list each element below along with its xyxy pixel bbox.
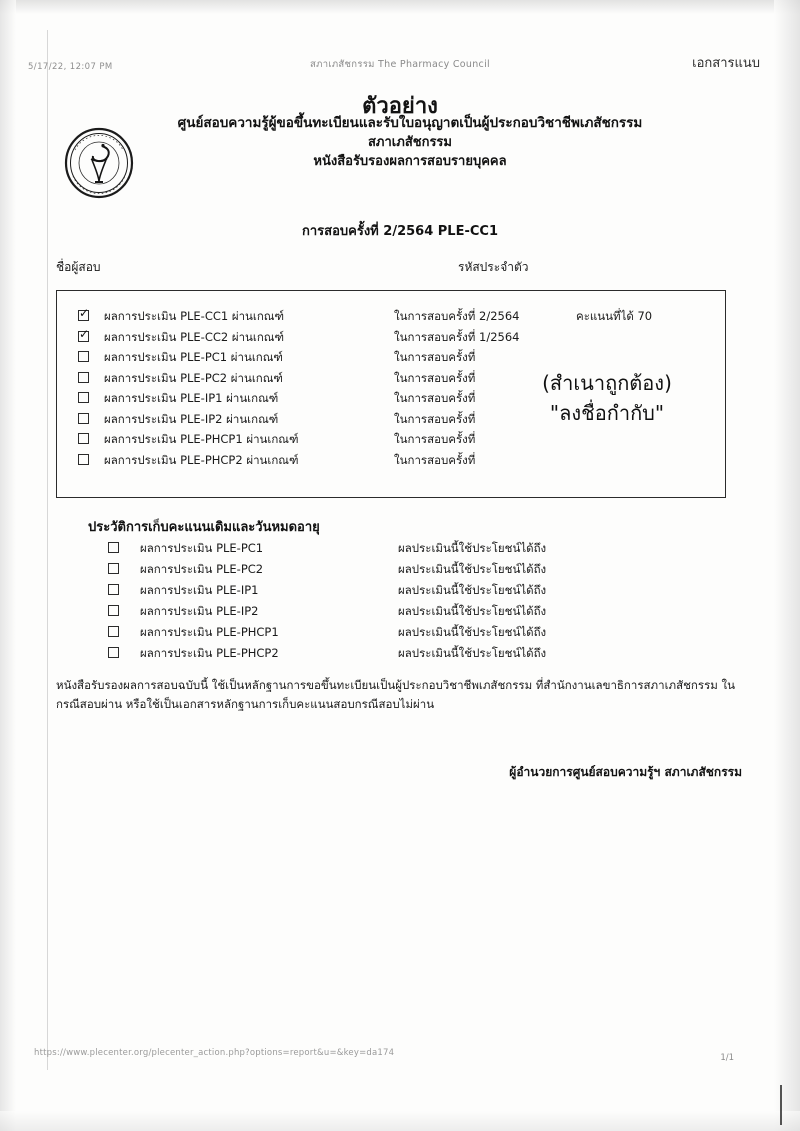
council-header-line: สภาเภสัชกรรม The Pharmacy Council (310, 59, 490, 70)
history-validity-note: ผลประเมินนี้ใช้ประโยชน์ได้ถึง (398, 583, 547, 597)
result-label: ผลการประเมิน PLE-PHCP2 ผ่านเกณฑ์ (104, 452, 299, 467)
result-row (56, 349, 726, 369)
history-row (0, 645, 800, 666)
result-label: ผลการประเมิน PLE-IP2 ผ่านเกณฑ์ (104, 411, 279, 426)
history-section-title: ประวัติการเก็บคะแนนเดิมและวันหมดอายุ (88, 520, 320, 535)
signature-title: ผู้อำนวยการศูนย์สอบความรู้ฯ สภาเภสัชกรรม (509, 765, 742, 779)
result-row (56, 329, 726, 349)
history-validity-note: ผลประเมินนี้ใช้ประโยชน์ได้ถึง (398, 604, 547, 618)
result-round: ในการสอบครั้งที่ 2/2564 (394, 309, 520, 323)
result-row (56, 431, 726, 451)
result-round: ในการสอบครั้งที่ (394, 452, 476, 467)
certified-copy-line-2: "ลงชื่อกำกับ" (549, 401, 665, 425)
history-validity-note: ผลประเมินนี้ใช้ประโยชน์ได้ถึง (398, 562, 547, 576)
history-checkbox[interactable] (108, 563, 119, 574)
result-label: ผลการประเมิน PLE-PC1 ผ่านเกณฑ์ (104, 350, 283, 364)
result-label: ผลการประเมิน PLE-IP1 ผ่านเกณฑ์ (104, 391, 279, 405)
history-validity-note: ผลประเมินนี้ใช้ประโยชน์ได้ถึง (398, 541, 547, 555)
history-row (0, 582, 800, 603)
footer-page-number: 1/1 (720, 1053, 734, 1063)
result-label: ผลการประเมิน PLE-CC2 ผ่านเกณฑ์ (104, 329, 285, 344)
history-label: ผลการประเมิน PLE-IP1 (140, 583, 259, 597)
history-row (0, 561, 800, 582)
certified-copy-stamp (492, 368, 722, 428)
result-round: ในการสอบครั้งที่ (394, 370, 476, 385)
history-checkbox[interactable] (108, 605, 119, 616)
scan-timestamp: 5/17/22, 12:07 PM (28, 62, 113, 72)
examinee-name-label: ชื่อผู้สอบ (56, 260, 101, 274)
result-checkbox[interactable] (78, 454, 89, 465)
examinee-id-label: รหัสประจำตัว (458, 260, 529, 274)
history-validity-note: ผลประเมินนี้ใช้ประโยชน์ได้ถึง (398, 646, 547, 660)
result-label: ผลการประเมิน PLE-PHCP1 ผ่านเกณฑ์ (104, 432, 299, 446)
history-label: ผลการประเมิน PLE-PHCP1 (140, 625, 279, 639)
footer-source-url: https://www.plecenter.org/plecenter_action.php?options=report&u=&key=da174 (34, 1048, 395, 1058)
history-row (0, 603, 800, 624)
org-title-line-2: สภาเภสัชกรรม (368, 135, 452, 150)
disclaimer-paragraph: หนังสือรับรองผลการสอบฉบับนี้ ใช้เป็นหลักฐานการขอขึ้นทะเบียนเป็นผู้ประกอบวิชาชีพเภสัชกรรม ที่สำนักงานเลขาธิการสภาเภสัชกรรม ในกรณีสอบผ่าน หรือใช้เป็นเอกสารหลักฐานการเก็บคะแนนสอบกรณีสอบไม่ผ่าน (56, 678, 735, 711)
result-label: ผลการประเมิน PLE-PC2 ผ่านเกณฑ์ (104, 370, 283, 385)
history-row (0, 624, 800, 645)
history-checkbox[interactable] (108, 647, 119, 658)
history-checkbox[interactable] (108, 584, 119, 595)
certified-copy-line-1: (สำเนาถูกต้อง) (542, 371, 672, 395)
result-checkbox-checked[interactable] (78, 331, 89, 342)
history-validity-note: ผลประเมินนี้ใช้ประโยชน์ได้ถึง (398, 625, 547, 639)
result-row (56, 308, 726, 328)
org-title-line-3: หนังสือรับรองผลการสอบรายบุคคล (313, 154, 507, 169)
organization-title (120, 114, 700, 171)
history-row (0, 540, 800, 561)
history-label: ผลการประเมิน PLE-PC2 (140, 562, 264, 576)
result-checkbox[interactable] (78, 372, 89, 383)
result-score: คะแนนที่ได้ 70 (576, 309, 653, 323)
result-checkbox-checked[interactable] (78, 310, 89, 321)
result-round: ในการสอบครั้งที่ (394, 432, 476, 446)
history-label: ผลการประเมิน PLE-PC1 (140, 541, 264, 555)
result-round: ในการสอบครั้งที่ (394, 411, 476, 426)
result-checkbox[interactable] (78, 351, 89, 362)
result-row (56, 452, 726, 472)
sample-stamp: ตัวอย่าง (362, 94, 438, 119)
result-checkbox[interactable] (78, 392, 89, 403)
exam-round-heading: การสอบครั้งที่ 2/2564 PLE-CC1 (302, 224, 498, 239)
history-checkbox[interactable] (108, 542, 119, 553)
result-checkbox[interactable] (78, 413, 89, 424)
history-label: ผลการประเมิน PLE-IP2 (140, 604, 259, 618)
attachment-tag: เอกสารแนบ (692, 56, 760, 71)
history-label: ผลการประเมิน PLE-PHCP2 (140, 646, 279, 660)
org-title-line-1: ศูนย์สอบความรู้ผู้ขอขึ้นทะเบียนและรับใบอนุญาตเป็นผู้ประกอบวิชาชีพเภสัชกรรม (177, 115, 643, 131)
result-round: ในการสอบครั้งที่ (394, 391, 476, 405)
result-round: ในการสอบครั้งที่ 1/2564 (394, 329, 520, 344)
result-label: ผลการประเมิน PLE-CC1 ผ่านเกณฑ์ (104, 309, 285, 323)
result-round: ในการสอบครั้งที่ (394, 350, 476, 364)
result-checkbox[interactable] (78, 433, 89, 444)
history-checkbox[interactable] (108, 626, 119, 637)
